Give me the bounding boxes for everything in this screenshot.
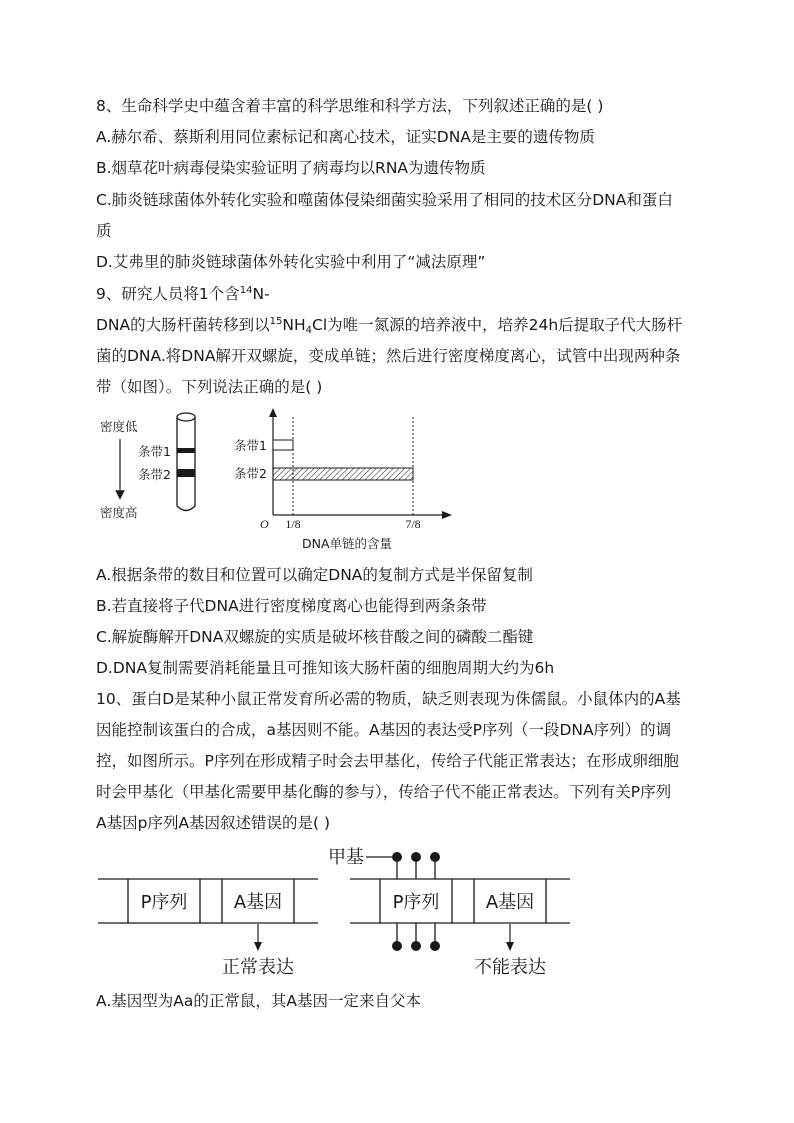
- no-expression-label: 不能表达: [474, 957, 546, 978]
- q9-option-d: D.DNA复制需要消耗能量且可推知该大肠杆菌的细胞周期大约为6h: [96, 659, 555, 677]
- right-a-gene-label: A基因: [485, 892, 535, 913]
- origin-label: O: [260, 517, 269, 531]
- chart-band1-label: 条带1: [234, 438, 267, 453]
- density-low-label: 密度低: [100, 419, 138, 434]
- q9-stem-line4: 带（如图）。下列说法正确的是( ): [96, 378, 323, 396]
- bar-band-1: [273, 440, 293, 450]
- y-axis-arrow: [269, 408, 277, 417]
- q8-option-c: C.肺炎链球菌体外转化实验和噬菌体侵染细菌实验采用了相同的技术区分DNA和蛋白: [96, 191, 673, 209]
- q9-stem-line1: 9、研究人员将1个含$^{14}$N-: [96, 285, 270, 303]
- methyl-dot: [430, 852, 440, 862]
- q10-methylation-figure: [96, 840, 576, 985]
- q10-stem-line2: 因能控制该蛋白的合成，a基因则不能。A基因的表达受P序列（一段DNA序列）的调: [96, 721, 672, 739]
- q8-option-c-cont: 质: [96, 222, 112, 240]
- q9-bar-chart: [230, 405, 465, 555]
- q8-option-a: A.赫尔希、蔡斯利用同位素标记和离心技术，证实DNA是主要的遗传物质: [96, 128, 595, 146]
- unmethylated-dna: [98, 879, 318, 978]
- bar-band-2: [273, 468, 413, 480]
- tick-label-7-8: 7/8: [405, 517, 421, 531]
- q8-stem: 8、生命科学史中蕴含着丰富的科学思维和科学方法，下列叙述正确的是( ): [96, 97, 604, 115]
- right-p-sequence-label: P序列: [392, 892, 440, 913]
- methyl-label: 甲基: [328, 847, 364, 868]
- density-high-label: 密度高: [100, 505, 138, 520]
- q10-stem-line4: 时会甲基化（甲基化需要甲基化酶的参与），传给子代不能正常表达。下列有关P序列: [96, 783, 672, 801]
- test-tube-rim: [177, 413, 195, 421]
- methyl-dot: [430, 941, 440, 951]
- methyl-dot: [411, 852, 421, 862]
- left-a-gene-label: A基因: [233, 892, 283, 913]
- tube-band-2: [178, 469, 195, 477]
- tube-band1-label: 条带1: [138, 444, 171, 459]
- q8-option-d: D.艾弗里的肺炎链球菌体外转化实验中利用了“减法原理”: [96, 253, 486, 271]
- x-axis-arrow: [442, 511, 452, 519]
- left-p-sequence-label: P序列: [140, 892, 188, 913]
- q9-option-b: B.若直接将子代DNA进行密度梯度离心也能得到两条条带: [96, 597, 487, 615]
- q10-stem-line5: A基因p序列A基因叙述错误的是( ): [96, 814, 331, 832]
- q10-option-a: A.基因型为Aa的正常鼠，其A基因一定来自父本: [96, 992, 421, 1010]
- tick-label-1-8: 1/8: [285, 517, 301, 531]
- methyl-dot: [392, 941, 402, 951]
- methylated-dna: [350, 879, 570, 978]
- q9-stem-line2: DNA的大肠杆菌转移到以$^{15}NH_4Cl$为唯一氮源的培养液中，培养24h后提取子代大肠杆: [96, 316, 683, 336]
- q8-option-b: B.烟草花叶病毒侵染实验证明了病毒均以RNA为遗传物质: [96, 159, 486, 177]
- normal-expression-label: 正常表达: [222, 957, 294, 978]
- x-axis-label: DNA单链的含量: [302, 536, 393, 551]
- tube-band-1: [178, 448, 195, 453]
- q9-tube-figure: [96, 405, 216, 530]
- chart-band2-label: 条带2: [234, 466, 267, 481]
- q10-stem-line3: 控，如图所示。P序列在形成精子时会去甲基化，传给子代能正常表达；在形成卵细胞: [96, 752, 679, 770]
- q9-option-a: A.根据条带的数目和位置可以确定DNA的复制方式是半保留复制: [96, 566, 533, 584]
- test-tube: [177, 417, 195, 511]
- methyl-dot: [392, 852, 402, 862]
- tube-band2-label: 条带2: [138, 467, 171, 482]
- q10-stem-line1: 10、蛋白D是某种小鼠正常发育所必需的物质，缺乏则表现为侏儒鼠。小鼠体内的A基: [96, 690, 681, 708]
- q9-option-c: C.解旋酶解开DNA双螺旋的实质是破坏核苷酸之间的磷酸二酯键: [96, 628, 534, 646]
- methyl-dot: [411, 941, 421, 951]
- q9-stem-line3: 菌的DNA.将DNA解开双螺旋，变成单链；然后进行密度梯度离心，试管中出现两种条: [96, 347, 681, 365]
